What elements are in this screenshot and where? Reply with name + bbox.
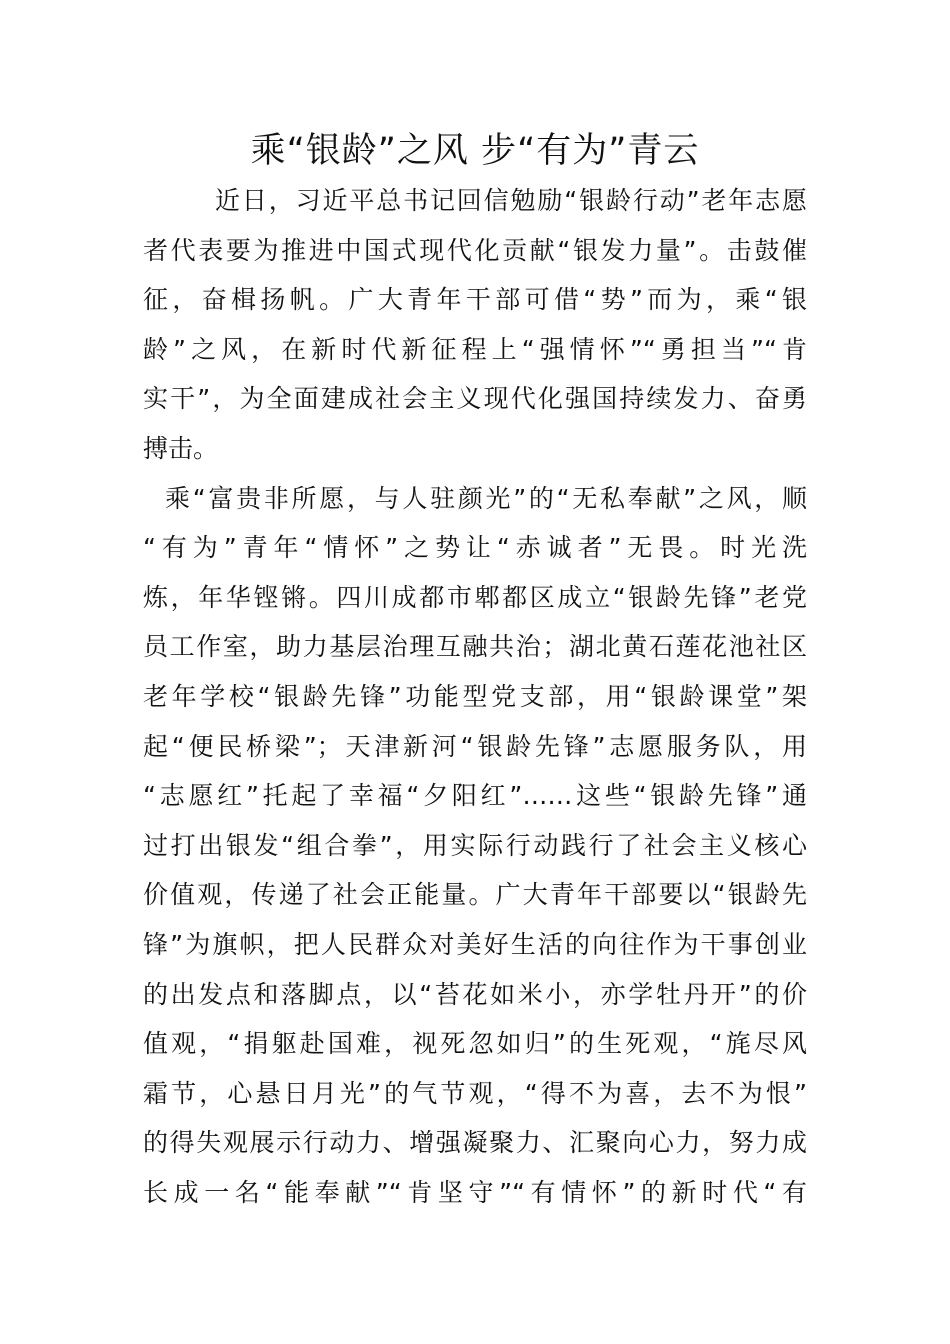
paragraph-line: 的得失观展示行动力、增强凝聚力、汇聚向心力，努力成 (143, 1128, 807, 1158)
paragraph-line: 炼，年华铿锵。四川成都市郫都区成立“银龄先锋”老党 (143, 582, 807, 612)
paragraph-1 (143, 176, 807, 474)
document-body (143, 176, 807, 1217)
paragraph-line: 起“便民桥梁”；天津新河“银龄先锋”志愿服务队，用 (143, 731, 807, 761)
paragraph-line: 锋”为旗帜，把人民群众对美好生活的向往作为干事创业 (143, 929, 807, 959)
paragraph-line: 员工作室，助力基层治理互融共治；湖北黄石莲花池社区 (143, 632, 807, 662)
paragraph-line: 近日，习近平总书记回信勉励“银龄行动”老年志愿 (215, 186, 807, 215)
paragraph-line: 征，奋楫扬帆。广大青年干部可借“势”而为，乘“银 (143, 285, 807, 315)
document-title: 乘“银龄”之风 步“有为”青云 (250, 131, 700, 171)
paragraph-line: 龄”之风，在新时代新征程上“强情怀”“勇担当”“肯 (143, 334, 807, 364)
paragraph-line: 的出发点和落脚点，以“苔花如米小，亦学牡丹开”的价 (143, 979, 807, 1009)
paragraph-line: 搏击。 (143, 433, 219, 463)
paragraph-line: 长成一名“能奉献”“肯坚守”“有情怀”的新时代“有 (143, 1177, 807, 1207)
paragraph-line: 实干”，为全面建成社会主义现代化强国持续发力、奋勇 (143, 384, 807, 414)
paragraph-line: 者代表要为推进中国式现代化贡献“银发力量”。击鼓催 (143, 235, 807, 265)
paragraph-line: 过打出银发“组合拳”，用实际行动践行了社会主义核心 (143, 830, 807, 860)
paragraph-line: 乘“富贵非所愿，与人驻颜光”的“无私奉献”之风，顺 (165, 483, 807, 513)
paragraph-line: “有为”青年“情怀”之势让“赤诚者”无畏。时光洗 (143, 533, 807, 563)
paragraph-line: 霜节，心悬日月光”的气节观，“得不为喜，去不为恨” (143, 1078, 807, 1108)
paragraph-line: “志愿红”托起了幸福“夕阳红”……这些“银龄先锋”通 (143, 781, 807, 811)
paragraph-line: 价值观，传递了社会正能量。广大青年干部要以“银龄先 (143, 880, 807, 910)
paragraph-2 (143, 474, 807, 1218)
paragraph-line: 值观，“捐躯赴国难，视死忽如归”的生死观，“旄尽风 (143, 1029, 807, 1059)
paragraph-line: 老年学校“银龄先锋”功能型党支部，用“银龄课堂”架 (143, 681, 807, 711)
